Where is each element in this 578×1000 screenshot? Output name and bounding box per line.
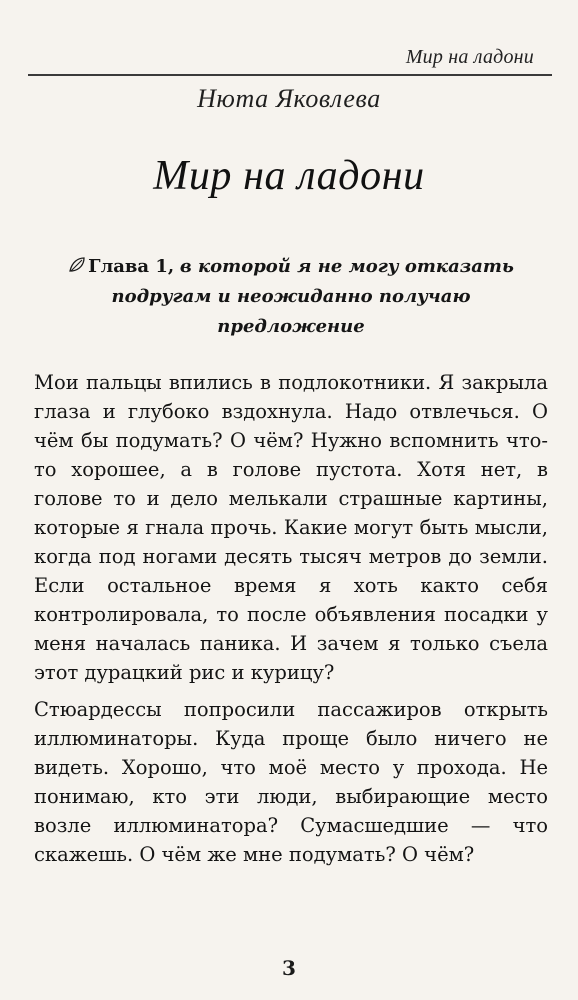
running-head: Мир на ладони xyxy=(405,46,534,68)
header-rule xyxy=(28,74,552,76)
body-text xyxy=(34,368,548,869)
page-number: 3 xyxy=(282,956,296,980)
chapter-number: Глава 1, xyxy=(88,256,175,277)
author-name: Нюта Яковлева xyxy=(197,84,381,113)
chapter-heading xyxy=(54,252,528,342)
chapter-subtitle: в которой я не могу отказать подругам и неожиданно получаю предложение xyxy=(111,256,514,337)
leaf-icon xyxy=(68,254,86,272)
paragraph: Мои пальцы впились в подлокотники. Я закрыла глаза и глубоко вздохнула. Надо отвлечься. О чём бы подумать? О чём? Нужно вспомнить что-то хорошее, а в голове пустота. Хотя нет, в голове то и дело мелькали страшные картины, которые я гнала прочь. Какие могут быть мысли, когда под ногами десять тысяч метров до земли. Если остальное время я хоть както себя контролировала, то после объявления посадки у меня началась паника. И зачем я только съела этот дурацкий рис и курицу? xyxy=(34,371,548,684)
book-title: Мир на ладони xyxy=(153,153,425,199)
paragraph: Стюардессы попросили пассажиров открыть иллюминаторы. Куда проще было ничего не видеть. Хорошо, что моё место у прохода. Не понимаю, кто эти люди, выбирающие место возле иллюминатора? Сумасшедшие — что скажешь. О чём же мне подумать? О чём? xyxy=(34,698,548,866)
